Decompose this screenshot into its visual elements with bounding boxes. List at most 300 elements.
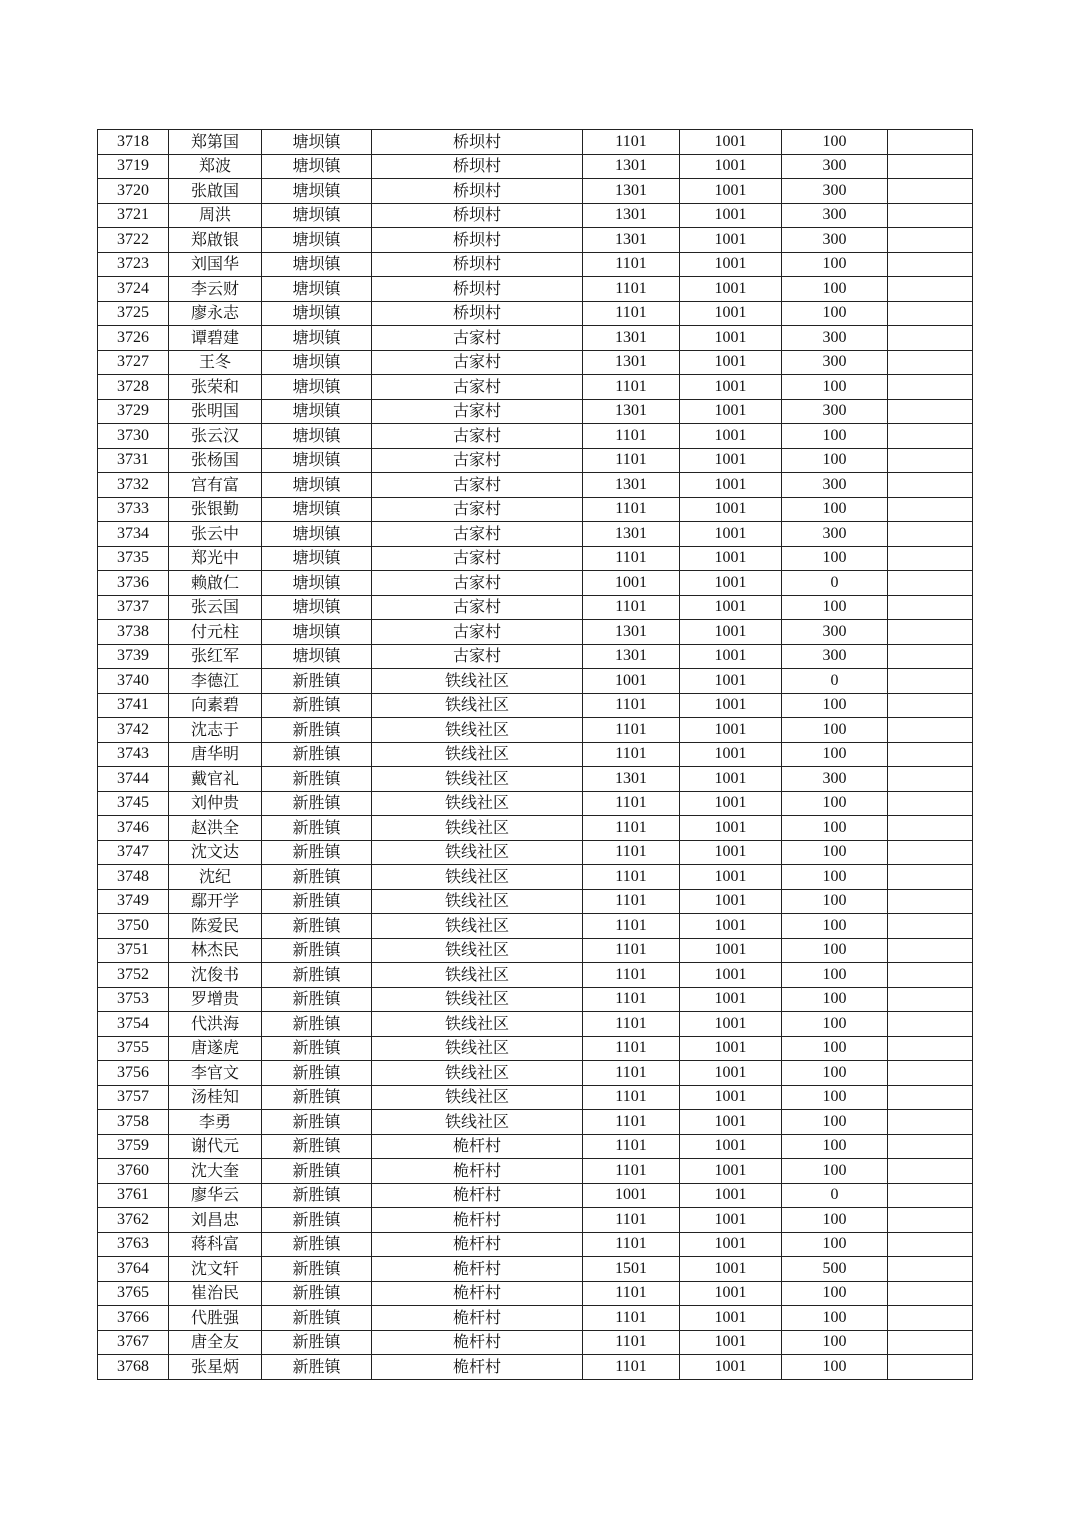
index-cell: 3726: [98, 326, 169, 351]
village-cell: 铁线社区: [372, 1110, 583, 1135]
village-cell: 古家村: [372, 424, 583, 449]
note-cell: [888, 840, 973, 865]
village-cell: 铁线社区: [372, 742, 583, 767]
note-cell: [888, 571, 973, 596]
note-cell: [888, 1110, 973, 1135]
table-row: [98, 1208, 973, 1233]
table-row: [98, 1232, 973, 1257]
amount-cell: 100: [782, 1061, 888, 1086]
town-cell: 塘坝镇: [262, 399, 372, 424]
code-a-cell: 1301: [583, 326, 680, 351]
village-cell: 古家村: [372, 326, 583, 351]
index-cell: 3741: [98, 693, 169, 718]
code-b-cell: 1001: [680, 1061, 782, 1086]
note-cell: [888, 914, 973, 939]
code-a-cell: 1101: [583, 938, 680, 963]
code-a-cell: 1101: [583, 914, 680, 939]
name-cell: 张云汉: [169, 424, 262, 449]
code-a-cell: 1301: [583, 473, 680, 498]
code-a-cell: 1101: [583, 1134, 680, 1159]
name-cell: 沈俊书: [169, 963, 262, 988]
index-cell: 3765: [98, 1281, 169, 1306]
code-b-cell: 1001: [680, 228, 782, 253]
table-row: [98, 791, 973, 816]
code-a-cell: 1101: [583, 1330, 680, 1355]
table-row: [98, 1330, 973, 1355]
amount-cell: 300: [782, 179, 888, 204]
name-cell: 沈文轩: [169, 1257, 262, 1282]
note-cell: [888, 816, 973, 841]
index-cell: 3761: [98, 1183, 169, 1208]
village-cell: 古家村: [372, 571, 583, 596]
town-cell: 塘坝镇: [262, 546, 372, 571]
name-cell: 付元柱: [169, 620, 262, 645]
table-row: [98, 1281, 973, 1306]
village-cell: 铁线社区: [372, 1061, 583, 1086]
amount-cell: 100: [782, 1306, 888, 1331]
town-cell: 新胜镇: [262, 1159, 372, 1184]
town-cell: 新胜镇: [262, 1281, 372, 1306]
code-a-cell: 1101: [583, 1036, 680, 1061]
code-a-cell: 1101: [583, 742, 680, 767]
name-cell: 廖永志: [169, 301, 262, 326]
index-cell: 3720: [98, 179, 169, 204]
amount-cell: 100: [782, 1134, 888, 1159]
table-row: [98, 1306, 973, 1331]
village-cell: 古家村: [372, 546, 583, 571]
index-cell: 3725: [98, 301, 169, 326]
note-cell: [888, 644, 973, 669]
note-cell: [888, 620, 973, 645]
index-cell: 3748: [98, 865, 169, 890]
name-cell: 刘国华: [169, 252, 262, 277]
village-cell: 铁线社区: [372, 938, 583, 963]
town-cell: 新胜镇: [262, 669, 372, 694]
town-cell: 塘坝镇: [262, 620, 372, 645]
index-cell: 3751: [98, 938, 169, 963]
table-row: [98, 1183, 973, 1208]
table-row: [98, 228, 973, 253]
village-cell: 铁线社区: [372, 767, 583, 792]
note-cell: [888, 889, 973, 914]
town-cell: 塘坝镇: [262, 154, 372, 179]
table-row: [98, 301, 973, 326]
amount-cell: 300: [782, 350, 888, 375]
amount-cell: 300: [782, 522, 888, 547]
name-cell: 赵洪全: [169, 816, 262, 841]
table-row: [98, 154, 973, 179]
amount-cell: 300: [782, 203, 888, 228]
village-cell: 桅杆村: [372, 1330, 583, 1355]
name-cell: 李云财: [169, 277, 262, 302]
village-cell: 古家村: [372, 473, 583, 498]
note-cell: [888, 473, 973, 498]
index-cell: 3734: [98, 522, 169, 547]
name-cell: 张星炳: [169, 1355, 262, 1380]
note-cell: [888, 1208, 973, 1233]
amount-cell: 100: [782, 1110, 888, 1135]
table-row: [98, 938, 973, 963]
index-cell: 3743: [98, 742, 169, 767]
amount-cell: 100: [782, 816, 888, 841]
town-cell: 新胜镇: [262, 1208, 372, 1233]
name-cell: 宫有富: [169, 473, 262, 498]
name-cell: 沈文达: [169, 840, 262, 865]
name-cell: 张荣和: [169, 375, 262, 400]
code-a-cell: 1101: [583, 1085, 680, 1110]
index-cell: 3742: [98, 718, 169, 743]
name-cell: 代洪海: [169, 1012, 262, 1037]
village-cell: 古家村: [372, 595, 583, 620]
village-cell: 古家村: [372, 350, 583, 375]
index-cell: 3750: [98, 914, 169, 939]
town-cell: 新胜镇: [262, 1257, 372, 1282]
village-cell: 铁线社区: [372, 1012, 583, 1037]
table-row: [98, 448, 973, 473]
index-cell: 3739: [98, 644, 169, 669]
town-cell: 新胜镇: [262, 1110, 372, 1135]
code-a-cell: 1301: [583, 644, 680, 669]
amount-cell: 300: [782, 644, 888, 669]
code-b-cell: 1001: [680, 718, 782, 743]
index-cell: 3723: [98, 252, 169, 277]
village-cell: 桥坝村: [372, 301, 583, 326]
code-a-cell: 1301: [583, 620, 680, 645]
code-b-cell: 1001: [680, 179, 782, 204]
amount-cell: 100: [782, 1208, 888, 1233]
index-cell: 3744: [98, 767, 169, 792]
amount-cell: 100: [782, 1036, 888, 1061]
amount-cell: 100: [782, 1085, 888, 1110]
note-cell: [888, 130, 973, 155]
name-cell: 崔治民: [169, 1281, 262, 1306]
village-cell: 古家村: [372, 522, 583, 547]
village-cell: 古家村: [372, 644, 583, 669]
name-cell: 郑波: [169, 154, 262, 179]
name-cell: 李勇: [169, 1110, 262, 1135]
name-cell: 向素碧: [169, 693, 262, 718]
code-a-cell: 1301: [583, 399, 680, 424]
note-cell: [888, 1134, 973, 1159]
code-a-cell: 1101: [583, 865, 680, 890]
name-cell: 戴官礼: [169, 767, 262, 792]
code-b-cell: 1001: [680, 1281, 782, 1306]
table-row: [98, 840, 973, 865]
code-b-cell: 1001: [680, 154, 782, 179]
code-a-cell: 1101: [583, 1281, 680, 1306]
amount-cell: 100: [782, 130, 888, 155]
code-b-cell: 1001: [680, 816, 782, 841]
amount-cell: 100: [782, 448, 888, 473]
village-cell: 铁线社区: [372, 840, 583, 865]
amount-cell: 100: [782, 840, 888, 865]
note-cell: [888, 179, 973, 204]
amount-cell: 100: [782, 1232, 888, 1257]
note-cell: [888, 1012, 973, 1037]
code-a-cell: 1301: [583, 154, 680, 179]
index-cell: 3735: [98, 546, 169, 571]
code-b-cell: 1001: [680, 1330, 782, 1355]
note-cell: [888, 1330, 973, 1355]
note-cell: [888, 375, 973, 400]
code-b-cell: 1001: [680, 693, 782, 718]
name-cell: 张啟国: [169, 179, 262, 204]
town-cell: 新胜镇: [262, 889, 372, 914]
note-cell: [888, 1036, 973, 1061]
code-b-cell: 1001: [680, 840, 782, 865]
code-b-cell: 1001: [680, 791, 782, 816]
village-cell: 桅杆村: [372, 1159, 583, 1184]
name-cell: 周洪: [169, 203, 262, 228]
amount-cell: 100: [782, 1012, 888, 1037]
town-cell: 塘坝镇: [262, 595, 372, 620]
name-cell: 刘仲贵: [169, 791, 262, 816]
village-cell: 桥坝村: [372, 277, 583, 302]
index-cell: 3746: [98, 816, 169, 841]
village-cell: 古家村: [372, 497, 583, 522]
note-cell: [888, 693, 973, 718]
village-cell: 桅杆村: [372, 1281, 583, 1306]
village-cell: 桅杆村: [372, 1257, 583, 1282]
amount-cell: 100: [782, 742, 888, 767]
name-cell: 李德江: [169, 669, 262, 694]
name-cell: 廖华云: [169, 1183, 262, 1208]
table-row: [98, 571, 973, 596]
table-row: [98, 889, 973, 914]
note-cell: [888, 326, 973, 351]
name-cell: 张银勤: [169, 497, 262, 522]
village-cell: 桥坝村: [372, 252, 583, 277]
table-row: [98, 620, 973, 645]
name-cell: 王冬: [169, 350, 262, 375]
amount-cell: 100: [782, 1355, 888, 1380]
table-row: [98, 203, 973, 228]
code-a-cell: 1101: [583, 791, 680, 816]
code-b-cell: 1001: [680, 1134, 782, 1159]
index-cell: 3760: [98, 1159, 169, 1184]
code-a-cell: 1101: [583, 1306, 680, 1331]
name-cell: 沈大奎: [169, 1159, 262, 1184]
code-b-cell: 1001: [680, 448, 782, 473]
village-cell: 铁线社区: [372, 693, 583, 718]
note-cell: [888, 767, 973, 792]
index-cell: 3752: [98, 963, 169, 988]
code-a-cell: 1301: [583, 767, 680, 792]
code-b-cell: 1001: [680, 473, 782, 498]
index-cell: 3721: [98, 203, 169, 228]
code-a-cell: 1101: [583, 816, 680, 841]
town-cell: 塘坝镇: [262, 375, 372, 400]
town-cell: 新胜镇: [262, 1232, 372, 1257]
note-cell: [888, 1159, 973, 1184]
name-cell: 唐全友: [169, 1330, 262, 1355]
table-body: [98, 130, 973, 1380]
note-cell: [888, 350, 973, 375]
note-cell: [888, 1281, 973, 1306]
name-cell: 蒋科富: [169, 1232, 262, 1257]
index-cell: 3738: [98, 620, 169, 645]
table-row: [98, 987, 973, 1012]
name-cell: 唐华明: [169, 742, 262, 767]
index-cell: 3756: [98, 1061, 169, 1086]
table-row: [98, 277, 973, 302]
amount-cell: 100: [782, 693, 888, 718]
code-a-cell: 1101: [583, 1159, 680, 1184]
note-cell: [888, 399, 973, 424]
name-cell: 谢代元: [169, 1134, 262, 1159]
code-b-cell: 1001: [680, 497, 782, 522]
code-b-cell: 1001: [680, 252, 782, 277]
index-cell: 3767: [98, 1330, 169, 1355]
code-a-cell: 1001: [583, 669, 680, 694]
town-cell: 塘坝镇: [262, 350, 372, 375]
table-row: [98, 424, 973, 449]
code-a-cell: 1101: [583, 1355, 680, 1380]
note-cell: [888, 497, 973, 522]
table-row: [98, 1085, 973, 1110]
amount-cell: 300: [782, 154, 888, 179]
index-cell: 3731: [98, 448, 169, 473]
amount-cell: 300: [782, 473, 888, 498]
village-cell: 桥坝村: [372, 130, 583, 155]
name-cell: 代胜强: [169, 1306, 262, 1331]
town-cell: 塘坝镇: [262, 473, 372, 498]
village-cell: 铁线社区: [372, 1085, 583, 1110]
amount-cell: 100: [782, 277, 888, 302]
index-cell: 3740: [98, 669, 169, 694]
town-cell: 塘坝镇: [262, 179, 372, 204]
town-cell: 塘坝镇: [262, 644, 372, 669]
code-a-cell: 1101: [583, 1208, 680, 1233]
note-cell: [888, 1232, 973, 1257]
code-a-cell: 1101: [583, 277, 680, 302]
village-cell: 桥坝村: [372, 203, 583, 228]
code-b-cell: 1001: [680, 1232, 782, 1257]
table-row: [98, 375, 973, 400]
village-cell: 桥坝村: [372, 179, 583, 204]
table-row: [98, 1012, 973, 1037]
amount-cell: 100: [782, 791, 888, 816]
code-b-cell: 1001: [680, 350, 782, 375]
table-row: [98, 767, 973, 792]
table-row: [98, 816, 973, 841]
name-cell: 陈爱民: [169, 914, 262, 939]
note-cell: [888, 1183, 973, 1208]
code-a-cell: 1101: [583, 1110, 680, 1135]
amount-cell: 100: [782, 938, 888, 963]
village-cell: 铁线社区: [372, 816, 583, 841]
code-b-cell: 1001: [680, 326, 782, 351]
name-cell: 张杨国: [169, 448, 262, 473]
note-cell: [888, 228, 973, 253]
town-cell: 新胜镇: [262, 987, 372, 1012]
index-cell: 3753: [98, 987, 169, 1012]
code-a-cell: 1101: [583, 963, 680, 988]
table-row: [98, 473, 973, 498]
index-cell: 3718: [98, 130, 169, 155]
code-a-cell: 1101: [583, 497, 680, 522]
village-cell: 铁线社区: [372, 987, 583, 1012]
name-cell: 李官文: [169, 1061, 262, 1086]
amount-cell: 100: [782, 963, 888, 988]
amount-cell: 100: [782, 301, 888, 326]
table-row: [98, 718, 973, 743]
index-cell: 3728: [98, 375, 169, 400]
code-a-cell: 1101: [583, 424, 680, 449]
town-cell: 新胜镇: [262, 1012, 372, 1037]
amount-cell: 100: [782, 252, 888, 277]
code-a-cell: 1101: [583, 840, 680, 865]
code-b-cell: 1001: [680, 914, 782, 939]
note-cell: [888, 963, 973, 988]
village-cell: 桅杆村: [372, 1134, 583, 1159]
note-cell: [888, 791, 973, 816]
town-cell: 塘坝镇: [262, 497, 372, 522]
table-row: [98, 644, 973, 669]
town-cell: 塘坝镇: [262, 571, 372, 596]
amount-cell: 100: [782, 987, 888, 1012]
code-b-cell: 1001: [680, 522, 782, 547]
code-a-cell: 1101: [583, 1012, 680, 1037]
table-row: [98, 669, 973, 694]
code-b-cell: 1001: [680, 620, 782, 645]
code-b-cell: 1001: [680, 938, 782, 963]
code-b-cell: 1001: [680, 1036, 782, 1061]
note-cell: [888, 203, 973, 228]
code-b-cell: 1001: [680, 963, 782, 988]
name-cell: 郑光中: [169, 546, 262, 571]
code-a-cell: 1101: [583, 448, 680, 473]
table-row: [98, 326, 973, 351]
amount-cell: 100: [782, 889, 888, 914]
code-b-cell: 1001: [680, 865, 782, 890]
note-cell: [888, 1061, 973, 1086]
code-b-cell: 1001: [680, 546, 782, 571]
name-cell: 郑啟银: [169, 228, 262, 253]
town-cell: 塘坝镇: [262, 326, 372, 351]
town-cell: 塘坝镇: [262, 130, 372, 155]
village-cell: 铁线社区: [372, 865, 583, 890]
name-cell: 鄢开学: [169, 889, 262, 914]
table-row: [98, 350, 973, 375]
table-row: [98, 865, 973, 890]
table-row: [98, 546, 973, 571]
code-b-cell: 1001: [680, 424, 782, 449]
town-cell: 新胜镇: [262, 1061, 372, 1086]
amount-cell: 100: [782, 424, 888, 449]
village-cell: 桅杆村: [372, 1208, 583, 1233]
code-b-cell: 1001: [680, 1110, 782, 1135]
village-cell: 桅杆村: [372, 1183, 583, 1208]
index-cell: 3749: [98, 889, 169, 914]
code-a-cell: 1301: [583, 203, 680, 228]
town-cell: 新胜镇: [262, 1183, 372, 1208]
index-cell: 3722: [98, 228, 169, 253]
town-cell: 新胜镇: [262, 693, 372, 718]
village-cell: 铁线社区: [372, 963, 583, 988]
index-cell: 3764: [98, 1257, 169, 1282]
note-cell: [888, 1306, 973, 1331]
code-a-cell: 1101: [583, 987, 680, 1012]
index-cell: 3768: [98, 1355, 169, 1380]
code-b-cell: 1001: [680, 375, 782, 400]
code-a-cell: 1301: [583, 228, 680, 253]
village-cell: 铁线社区: [372, 669, 583, 694]
index-cell: 3737: [98, 595, 169, 620]
table-row: [98, 914, 973, 939]
amount-cell: 0: [782, 669, 888, 694]
code-a-cell: 1101: [583, 130, 680, 155]
